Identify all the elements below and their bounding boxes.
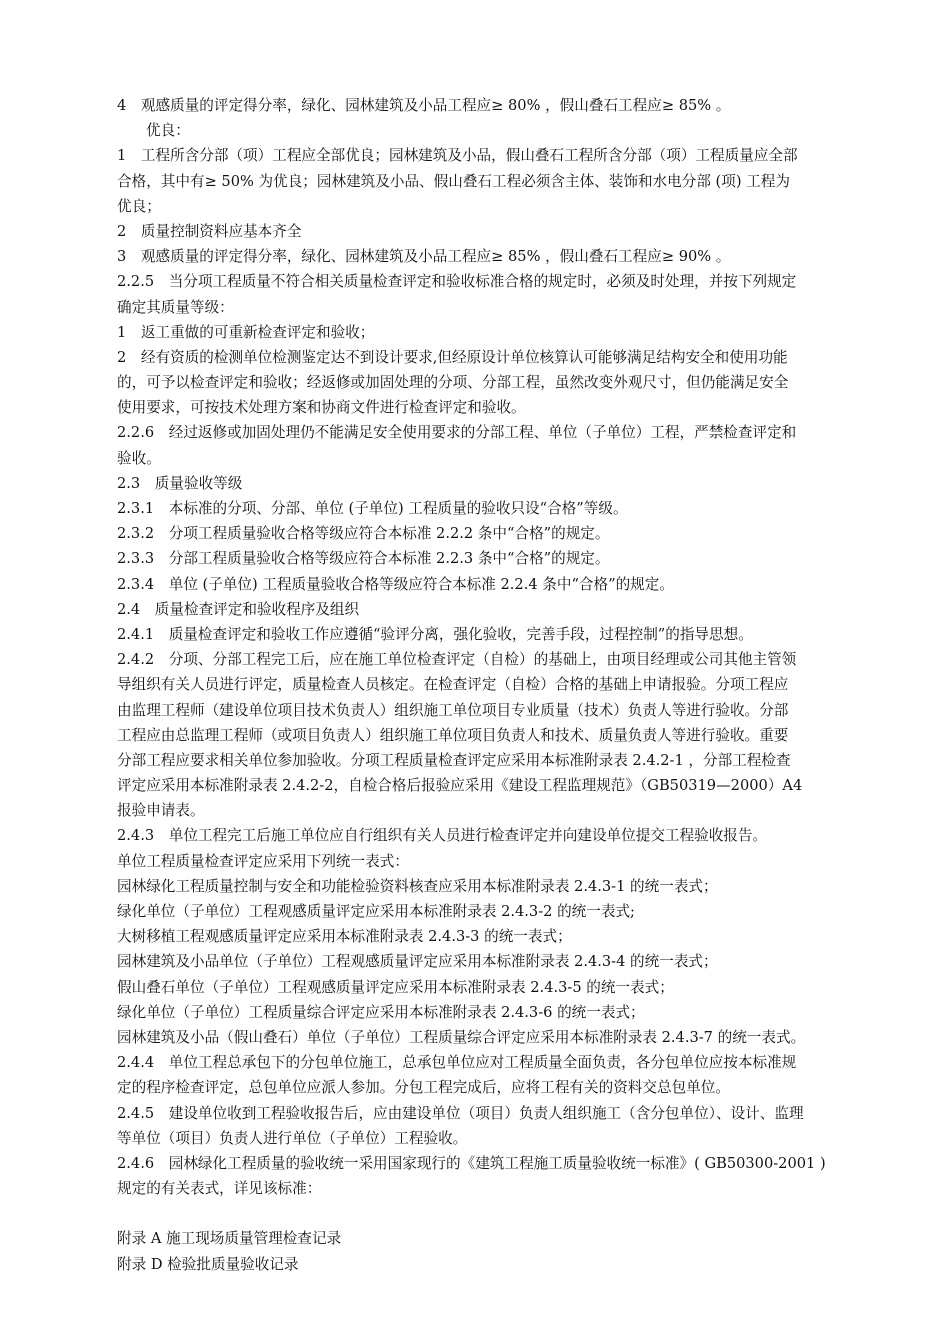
text-line: 2.3.1 本标准的分项、分部、单位 (子单位) 工程质量的验收只设“合格”等级。: [117, 500, 628, 517]
text-line: 等单位（项目）负责人进行单位（子单位）工程验收。: [117, 1129, 468, 1147]
text-line: 4 观感质量的评定得分率，绿化、园林建筑及小品工程应≥ 80% ，假山叠石工程应≥ 85% 。: [117, 97, 731, 114]
text-line: 大树移植工程观感质量评定应采用本标准附录表 2.4.3-3 的统一表式；: [117, 928, 572, 946]
text-line: 评定应采用本标准附录表 2.4.2-2，自检合格后报验应采用《建设工程监理规范》（GB50319—2000）A4: [117, 777, 803, 795]
text-line: 2.4.5 建设单位收到工程验收报告后，应由建设单位（项目）负责人组织施工（含分包单位）、设计、监理: [117, 1104, 804, 1122]
text-line: 分部工程应要求相关单位参加验收。分项工程质量检查评定应采用本标准附录表 2.4.2-1 ，分部工程检查: [117, 751, 791, 769]
text-line: 2.4.6 园林绿化工程质量的验收统一采用国家现行的《建筑工程施工质量验收统一标准》( GB50300-2001 ): [117, 1154, 826, 1172]
appendix-line: 附录 D 检验批质量验收记录: [117, 1255, 299, 1273]
document-page: [117, 93, 893, 1277]
blank-line: [117, 1201, 893, 1226]
section-heading: 2.4 质量检查评定和验收程序及组织: [117, 600, 360, 618]
text-line: 2.2.5 当分项工程质量不符合相关质量检查评定和验收标准合格的规定时，必须及时处理，并按下列规定: [117, 273, 797, 291]
text-line: 绿化单位（子单位）工程质量综合评定应采用本标准附录表 2.4.3-6 的统一表式；: [117, 1003, 645, 1021]
text-line: 1 返工重做的可重新检查评定和验收；: [117, 323, 375, 341]
text-line: 工程应由总监理工程师（或项目负责人）组织施工单位项目负责人和技术、质量负责人等进行验收。重要: [117, 726, 789, 744]
text-line: 3 观感质量的评定得分率，绿化、园林建筑及小品工程应≥ 85% ，假山叠石工程应≥ 90% 。: [117, 248, 731, 266]
text-line: 2.3.4 单位 (子单位) 工程质量验收合格等级应符合本标准 2.2.4 条中“合格”的规定。: [117, 575, 674, 593]
text-line: 园林建筑及小品单位（子单位）工程观感质量评定应采用本标准附录表 2.4.3-4 的统一表式；: [117, 953, 718, 971]
text-line: 使用要求，可按技术处理方案和协商文件进行检查评定和验收。: [117, 399, 526, 417]
text-line: 园林绿化工程质量控制与安全和功能检验资料核查应采用本标准附录表 2.4.3-1 的统一表式；: [117, 877, 718, 895]
text-line: 绿化单位（子单位）工程观感质量评定应采用本标准附录表 2.4.3-2 的统一表式;: [117, 903, 635, 920]
text-line: 验收。: [117, 449, 161, 467]
text-line: 园林建筑及小品（假山叠石）单位（子单位）工程质量综合评定应采用本标准附录表 2.4.3-7 的统一表式。: [117, 1028, 806, 1046]
text-line: 2.3.2 分项工程质量验收合格等级应符合本标准 2.2.2 条中“合格”的规定。: [117, 525, 610, 543]
text-line: 合格，其中有≥ 50% 为优良；园林建筑及小品、假山叠石工程必须含主体、装饰和水电分部 (项) 工程为: [117, 172, 790, 190]
text-line: 2.3.3 分部工程质量验收合格等级应符合本标准 2.2.3 条中“合格”的规定。: [117, 550, 610, 568]
section-heading: 2.3 质量验收等级: [117, 474, 243, 492]
text-line: 2 质量控制资料应基本齐全: [117, 222, 302, 240]
text-line: 的，可予以检查评定和验收；经返修或加固处理的分项、分部工程，虽然改变外观尺寸，但仍能满足安全: [117, 374, 789, 392]
text-line: 导组织有关人员进行评定，质量检查人员核定。在检查评定（自检）合格的基础上申请报验。分项工程应: [117, 676, 789, 694]
text-line: 2.4.2 分项、分部工程完工后，应在施工单位检查评定（自检）的基础上，由项目经理或公司其他主管领: [117, 651, 797, 669]
text-line: 规定的有关表式，详见该标准：: [117, 1180, 322, 1198]
text-line: 假山叠石单位（子单位）工程观感质量评定应采用本标准附录表 2.4.3-5 的统一表式；: [117, 978, 674, 996]
appendix-line: 附录 A 施工现场质量管理检查记录: [117, 1230, 342, 1248]
text-line: 单位工程质量检查评定应采用下列统一表式：: [117, 852, 409, 870]
text-line: 2.4.1 质量检查评定和验收工作应遵循“验评分离，强化验收，完善手段，过程控制”的指导思想。: [117, 625, 753, 643]
text-line: 优良：: [146, 122, 190, 140]
text-line: 2.4.3 单位工程完工后施工单位应自行组织有关人员进行检查评定并向建设单位提交工程验收报告。: [117, 827, 768, 845]
text-line: 定的程序检查评定，总包单位应派人参加。分包工程完成后，应将工程有关的资料交总包单位。: [117, 1079, 730, 1097]
text-line: 确定其质量等级：: [117, 298, 234, 316]
text-line: 优良；: [117, 197, 161, 215]
text-line: 1 工程所含分部（项）工程应全部优良；园林建筑及小品，假山叠石工程所含分部（项）工程质量应全部: [117, 147, 798, 165]
text-line: 2 经有资质的检测单位检测鉴定达不到设计要求,但经原设计单位核算认可能够满足结构安全和使用功能: [117, 348, 788, 366]
text-line: 由监理工程师（建设单位项目技术负责人）组织施工单位项目专业质量（技术）负责人等进行验收。分部: [117, 701, 789, 719]
text-line: 2.4.4 单位工程总承包下的分包单位施工，总承包单位应对工程质量全面负责，各分包单位应按本标准规: [117, 1054, 797, 1072]
text-line: 2.2.6 经过返修或加固处理仍不能满足安全使用要求的分部工程、单位（子单位）工程，严禁检查评定和: [117, 424, 797, 442]
text-line: 报验申请表。: [117, 802, 205, 820]
